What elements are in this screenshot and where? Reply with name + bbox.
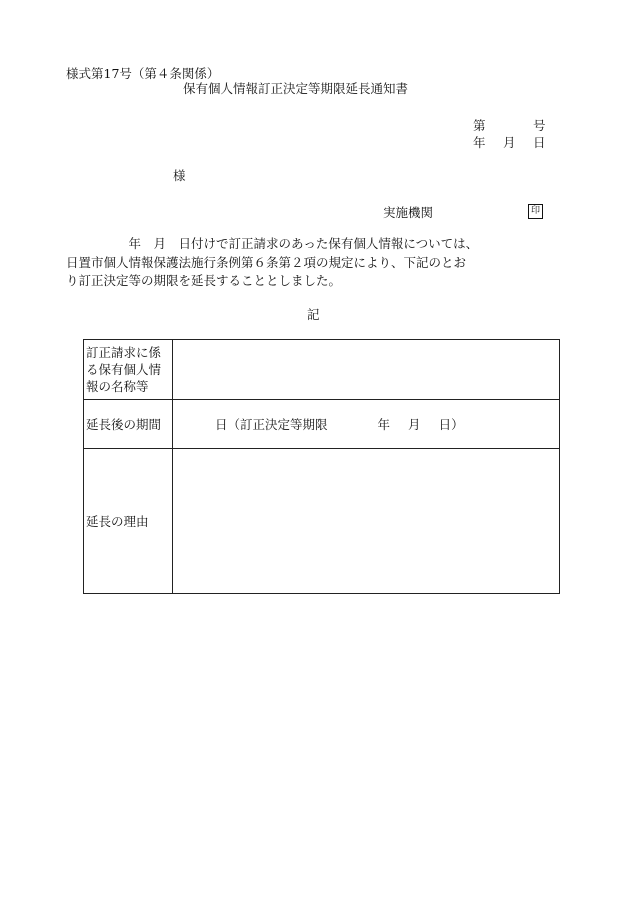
deadline-year: 年 xyxy=(377,417,391,432)
document-number-label: 第 xyxy=(473,118,486,133)
date-year: 年 xyxy=(473,135,486,150)
ki-heading: 記 xyxy=(307,307,320,322)
table-row-reason xyxy=(84,449,560,594)
detail-table xyxy=(83,339,560,594)
table-row-extended-period xyxy=(84,400,560,449)
form-number: 様式第17号（第４条関係） xyxy=(66,66,220,81)
document-title: 保有個人情報訂正決定等期限延長通知書 xyxy=(183,81,409,96)
info-name-label: 訂正請求に係る保有個人情報の名称等 xyxy=(84,340,173,400)
deadline-day: 日） xyxy=(438,417,464,432)
table-row-info-name xyxy=(84,340,560,400)
extended-period-day: 日 xyxy=(215,417,228,432)
notice-body-line-1: 年 月 日付けで訂正請求のあった保有個人情報については、 xyxy=(66,236,479,251)
notice-body-line-2: 日置市個人情報保護法施行条例第６条第２項の規定により、下記のとお xyxy=(66,254,467,270)
document-number-suffix: 号 xyxy=(533,118,546,133)
addressee-honorific: 様 xyxy=(173,168,186,183)
reason-label: 延長の理由 xyxy=(84,449,173,594)
deadline-month: 月 xyxy=(408,417,421,432)
notice-body xyxy=(66,235,566,291)
date-day: 日 xyxy=(533,135,546,150)
seal-mark: 印 xyxy=(528,204,543,219)
date-month: 月 xyxy=(503,135,516,150)
sender-agency: 実施機関 xyxy=(383,205,434,220)
notice-body-line-3: り訂正決定等の期限を延長することとしました。 xyxy=(66,273,342,288)
extended-period-label: 延長後の期間 xyxy=(84,400,173,449)
info-name-field[interactable] xyxy=(173,340,560,400)
reason-field[interactable] xyxy=(173,449,560,594)
deadline-label: （訂正決定等期限 xyxy=(227,417,328,432)
extended-period-field[interactable] xyxy=(173,400,560,449)
